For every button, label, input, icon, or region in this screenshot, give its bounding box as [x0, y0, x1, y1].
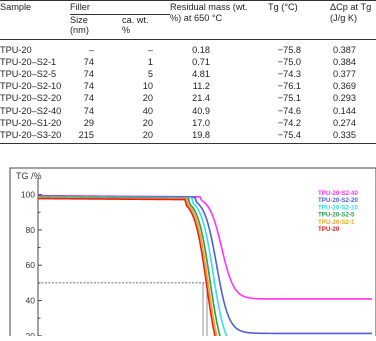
cell-wt: 5: [147, 69, 153, 80]
cell-sample: TPU-20–S3-20: [0, 129, 62, 140]
cell-sample: TPU-20–S2-20: [0, 93, 62, 104]
cell-size: 74: [83, 69, 94, 80]
header-bottom-rule: [0, 39, 376, 40]
cell-wt: –: [147, 45, 153, 55]
header-sample: Sample: [0, 2, 32, 12]
legend-entry: TPU-20-S2-5: [318, 211, 355, 219]
cell-dcp: 0.335: [333, 129, 356, 140]
y-tick-label: 40: [25, 295, 35, 306]
cell-wt: 20: [142, 129, 153, 140]
legend-entry: TPU-20: [318, 226, 340, 233]
y-tick-label: 20: [25, 330, 35, 336]
cell-dcp: 0.384: [333, 57, 356, 68]
cell-size: –: [88, 45, 94, 55]
cell-residual: 11.2: [192, 81, 210, 92]
cell-tg: −74.2: [277, 117, 301, 128]
cell-sample: TPU-20–S1-20: [0, 117, 62, 128]
header-size: Size (nm): [70, 15, 89, 35]
cell-sample: TPU-20–S2-1: [0, 57, 57, 68]
tga-chart: [0, 160, 376, 336]
cell-size: 74: [83, 81, 94, 92]
header-tg: Tg (°C): [268, 2, 298, 12]
cell-tg: −75.0: [277, 57, 301, 68]
cell-wt: 40: [142, 105, 153, 116]
cell-sample: TPU-20: [0, 45, 32, 55]
header-dcp: ΔCp at Tg (J/g K): [330, 2, 372, 23]
cell-residual: 4.81: [192, 69, 210, 80]
cell-residual: 19.8: [192, 129, 210, 140]
header-filler: Filler: [70, 2, 90, 12]
cell-size: 74: [83, 93, 94, 104]
cell-dcp: 0.369: [333, 81, 356, 92]
cell-dcp: 0.377: [333, 69, 356, 80]
cell-residual: 0.18: [192, 45, 210, 55]
cell-dcp: 0.274: [333, 117, 356, 128]
cell-residual: 40.9: [192, 105, 210, 116]
cell-tg: −75.4: [277, 129, 301, 140]
legend-entry: TPU-20-S2-10: [318, 204, 358, 212]
cell-wt: 1: [147, 57, 153, 68]
data-table: [0, 0, 376, 150]
legend-entry: TPU-20-S2-20: [318, 197, 358, 205]
cell-wt: 10: [142, 81, 153, 92]
table-top-rule: [0, 0, 376, 1]
table-bottom-rule: [0, 143, 376, 144]
cell-tg: −76.1: [277, 81, 301, 92]
y-tick-label: 80: [25, 224, 35, 235]
cell-dcp: 0.293: [333, 93, 356, 104]
cell-tg: −74.3: [277, 69, 301, 80]
y-axis-label: TG /%: [16, 171, 42, 181]
cell-tg: −75.1: [277, 93, 301, 104]
cell-size: 74: [83, 57, 94, 68]
cell-tg: −75.8: [277, 45, 301, 55]
legend-entry: TPU-20-S2-1: [318, 218, 355, 226]
cell-sample: TPU-20–S2-5: [0, 69, 57, 80]
chart-svg: [0, 160, 376, 336]
y-tick-label: 60: [25, 260, 35, 271]
cell-dcp: 0.144: [333, 105, 356, 116]
cell-wt: 20: [142, 93, 153, 104]
cell-wt: 20: [142, 117, 153, 128]
header-residual: Residual mass (wt. %) at 650 °C: [170, 2, 248, 23]
cell-tg: −74.6: [277, 105, 301, 116]
cell-size: 29: [83, 117, 94, 128]
cell-residual: 17.0: [192, 117, 210, 128]
cell-size: 215: [78, 129, 94, 140]
cell-size: 74: [83, 105, 94, 116]
cell-residual: 0.71: [192, 57, 210, 68]
y-tick-label: 100: [20, 189, 35, 200]
cell-residual: 21.4: [192, 93, 210, 104]
cell-dcp: 0.387: [333, 45, 356, 55]
legend-entry: TPU-20-S2-40: [318, 190, 358, 197]
cell-sample: TPU-20–S2-40: [0, 105, 62, 116]
cell-sample: TPU-20–S2-10: [0, 81, 62, 92]
header-wt: ca. wt. %: [122, 15, 149, 35]
